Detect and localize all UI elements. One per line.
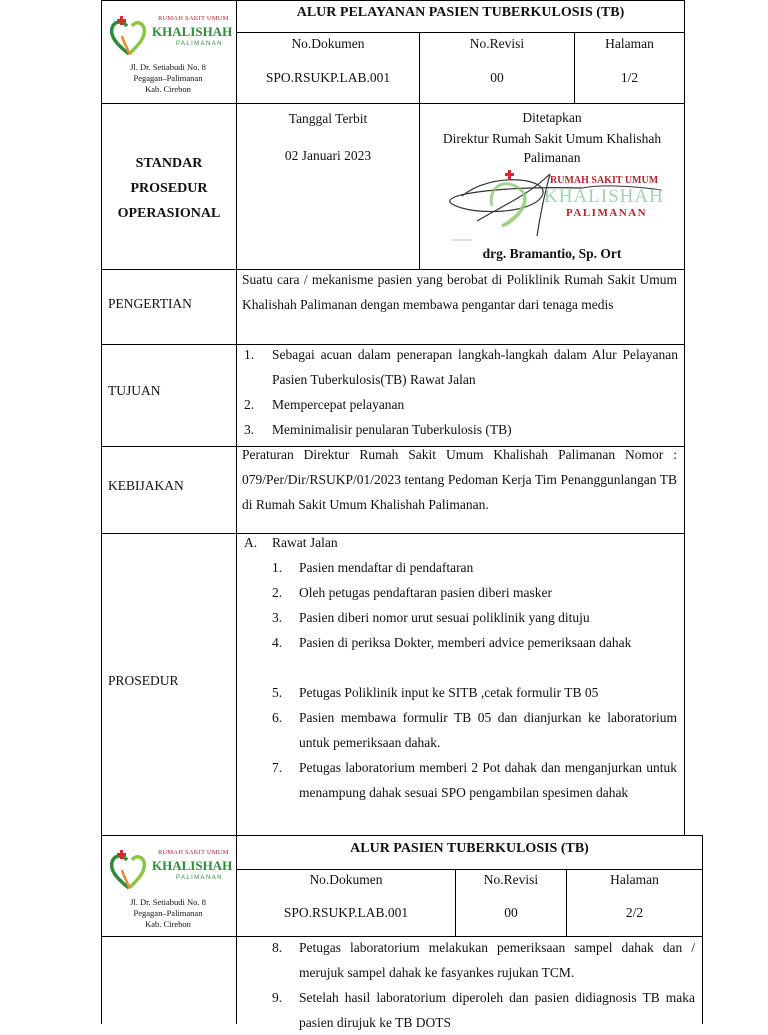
list-text: Oleh petugas pendaftaran pasien diberi masker bbox=[299, 585, 553, 600]
address-line: Jl. Dr. Setiabudi No. 8 bbox=[130, 62, 206, 72]
address-line: Pegagan–Palimanan bbox=[133, 73, 203, 83]
logo-brand-sub: PALIMANAN bbox=[176, 41, 223, 47]
doc-no-value: SPO.RSUKP.LAB.001 bbox=[265, 70, 391, 85]
sop-title bbox=[102, 151, 236, 226]
section-letter: A. bbox=[244, 535, 258, 550]
hospital-address bbox=[104, 62, 232, 95]
list-number: 5. bbox=[272, 685, 283, 700]
sop-title-line: OPERASIONAL bbox=[117, 206, 221, 221]
hospital-address bbox=[104, 897, 232, 930]
list-number: 1. bbox=[244, 347, 255, 362]
logo-brand-small: RUMAH SAKIT UMUM bbox=[158, 15, 229, 22]
doc-no-label: No.Dokumen bbox=[309, 872, 383, 887]
document-title: ALUR PASIEN TUBERKULOSIS (TB) bbox=[350, 841, 589, 856]
revision-label: No.Revisi bbox=[469, 36, 525, 51]
logo-brand-small: RUMAH SAKIT UMUM bbox=[158, 849, 229, 856]
section-title: Rawat Jalan bbox=[272, 535, 338, 550]
stamp-sub-text: PALIMANAN bbox=[566, 207, 648, 219]
page-label: Halaman bbox=[605, 36, 654, 51]
logo-brand-name: KHALISHAH bbox=[152, 24, 233, 39]
tujuan-label: TUJUAN bbox=[108, 383, 161, 398]
hospital-logo bbox=[106, 848, 236, 898]
issue-date-label: Tanggal Terbit bbox=[288, 111, 368, 126]
list-number: 3. bbox=[244, 422, 255, 437]
list-number: 9. bbox=[272, 990, 283, 1005]
kebijakan-text: Peraturan Direktur Rumah Sakit Umum Khalishah Palimanan Nomor : 079/Per/Dir/RSUKP/01/2023 tentang Pedoman Kerja Tim Penanggunlangan TB di Rumah Sakit Umum Khalishah Palimanan. bbox=[242, 447, 677, 512]
list-text: Mempercepat pelayanan bbox=[272, 397, 405, 412]
address-line: Jl. Dr. Setiabudi No. 8 bbox=[130, 897, 206, 907]
doc-no-value: SPO.RSUKP.LAB.001 bbox=[283, 905, 409, 920]
pengertian-text: Suatu cara / mekanisme pasien yang berobat di Poliklinik Rumah Sakit Umum Khalishah Palimanan dengan membawa pengantar dari tenaga medis bbox=[242, 272, 677, 312]
stamp-small-text: RUMAH SAKIT UMUM bbox=[550, 175, 659, 186]
list-text: Pasien di periksa Dokter, memberi advice pemeriksaan dahak bbox=[299, 635, 632, 650]
sop-title-line: PROSEDUR bbox=[130, 181, 208, 196]
list-text: Meminimalisir penularan Tuberkulosis (TB) bbox=[272, 422, 512, 437]
list-text: Petugas laboratorium memberi 2 Pot dahak dan menganjurkan untuk menampung dahak sesuai SPO pengambilan spesimen dahak bbox=[299, 760, 677, 800]
list-number: 8. bbox=[272, 940, 283, 955]
signature-stamp bbox=[432, 166, 677, 244]
document-title: ALUR PELAYANAN PASIEN TUBERKULOSIS (TB) bbox=[296, 5, 625, 20]
hospital-logo bbox=[106, 14, 236, 64]
issue-date: 02 Januari 2023 bbox=[284, 148, 372, 163]
list-text: Pasien membawa formulir TB 05 dan dianjurkan ke laboratorium untuk pemeriksaan dahak. bbox=[299, 710, 677, 750]
list-text: Pasien mendaftar di pendaftaran bbox=[299, 560, 474, 575]
page-value: 1/2 bbox=[620, 70, 639, 85]
signer-name: drg. Bramantio, Sp. Ort bbox=[482, 246, 622, 261]
list-text: Petugas laboratorium melakukan pemeriksaan sampel dahak dan / merujuk sampel dahak ke fasyankes rujukan TCM. bbox=[299, 940, 695, 980]
address-line: Kab. Cirebon bbox=[145, 84, 191, 94]
list-text: Pasien diberi nomor urut sesuai poliklinik yang dituju bbox=[299, 610, 590, 625]
list-text: Sebagai acuan dalam penerapan langkah-langkah dalam Alur Pelayanan Pasien Tuberkulosis(TB) Rawat Jalan bbox=[272, 347, 678, 387]
prosedur-label: PROSEDUR bbox=[108, 673, 179, 688]
kebijakan-label: KEBIJAKAN bbox=[108, 478, 184, 493]
revision-value: 00 bbox=[490, 70, 504, 85]
page-value: 2/2 bbox=[625, 905, 644, 920]
logo-brand-name: KHALISHAH bbox=[152, 858, 233, 873]
address-line: Pegagan–Palimanan bbox=[133, 908, 203, 918]
approved-by: Direktur Rumah Sakit Umum Khalishah Palimanan bbox=[442, 131, 662, 165]
pengertian-label: PENGERTIAN bbox=[108, 296, 192, 311]
stamp-brand-text: KHALISHAH bbox=[544, 186, 664, 207]
revision-label: No.Revisi bbox=[483, 872, 539, 887]
approved-label: Ditetapkan bbox=[522, 110, 582, 125]
list-text: Petugas Poliklinik input ke SITB ,cetak formulir TB 05 bbox=[299, 685, 599, 700]
sop-title-line: STANDAR bbox=[135, 156, 203, 171]
list-number: 7. bbox=[272, 760, 283, 775]
list-number: 1. bbox=[272, 560, 283, 575]
list-number: 4. bbox=[272, 635, 283, 650]
list-item bbox=[244, 342, 678, 392]
revision-value: 00 bbox=[504, 905, 518, 920]
logo-brand-sub: PALIMANAN bbox=[176, 875, 223, 881]
heart-logo-icon bbox=[106, 848, 152, 894]
heart-logo-icon bbox=[106, 14, 152, 60]
list-text: Setelah hasil laboratorium diperoleh dan pasien didiagnosis TB maka pasien dirujuk ke TB DOTS bbox=[299, 990, 695, 1030]
address-line: Kab. Cirebon bbox=[145, 919, 191, 929]
doc-no-label: No.Dokumen bbox=[291, 36, 365, 51]
list-number: 3. bbox=[272, 610, 283, 625]
list-number: 6. bbox=[272, 710, 283, 725]
list-number: 2. bbox=[272, 585, 283, 600]
list-number: 2. bbox=[244, 397, 255, 412]
page-label: Halaman bbox=[610, 872, 659, 887]
